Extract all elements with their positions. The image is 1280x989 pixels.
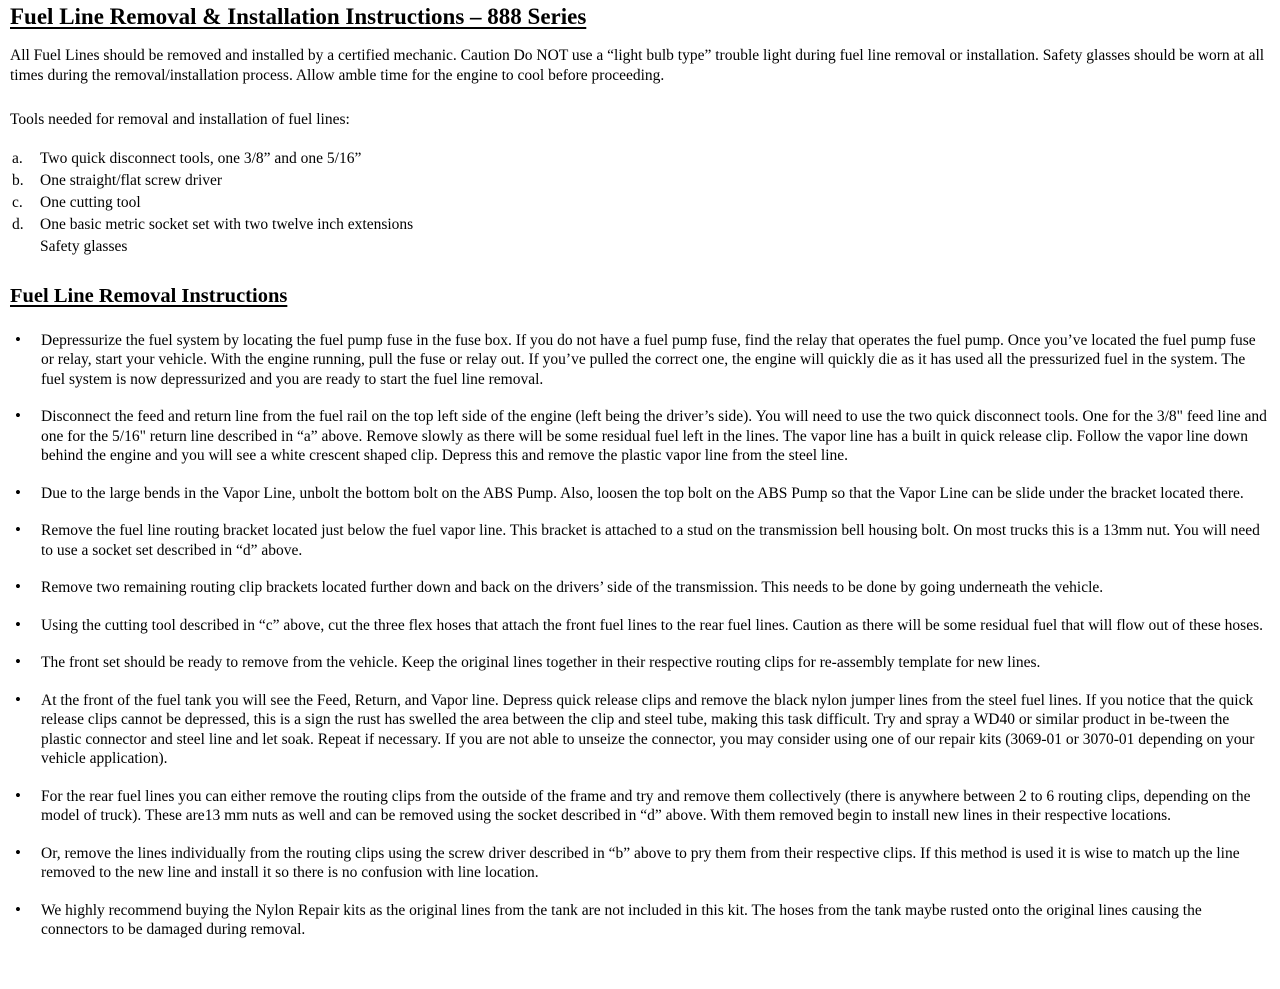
tools-list: [10, 148, 1268, 258]
instruction-step: [10, 901, 1268, 940]
instruction-step: [10, 691, 1268, 769]
step-text: At the front of the fuel tank you will see the Feed, Return, and Vapor line. Depress quick release clips and remove the black nylon jumper lines from the steel fuel lines. If you notice that the quick release clips cannot be depressed, this is a sign the rust has swelled the area between the clip and steel tube, making this task difficult. Try and spray a WD40 or similar product in be-tween the plastic connector and steel line and let soak. Repeat if necessary. If you are not able to unseize the connector, you may consider using one of our repair kits (3069-01 or 3070-01 depending on your vehicle application).: [41, 691, 1255, 767]
section-title: Fuel Line Removal Instructions: [10, 284, 288, 307]
step-text: Depressurize the fuel system by locating the fuel pump fuse in the fuse box. If you do not have a fuel pump fuse, find the relay that operates the fuel pump. Once you’ve located the fuel pump fuse or relay, start your vehicle. With the engine running, pull the fuse or relay out. If you’ve pulled the correct one, the engine will quickly die as it has used all the pressurized fuel in the system. The fuel system is now depressurized and you are ready to start the fuel line removal.: [41, 331, 1256, 388]
tool-extra: Safety glasses: [40, 237, 128, 255]
tool-marker: a.: [12, 149, 23, 167]
intro-paragraph: All Fuel Lines should be removed and installed by a certified mechanic. Caution Do NOT use a “light bulb type” trouble light during fuel line removal or installation. Safety glasses should be worn at all times during the removal/installation process. Allow amble time for the engine to cool before proceeding.: [10, 47, 1265, 84]
instruction-step: [10, 653, 1268, 673]
tool-text: One straight/flat screw driver: [40, 171, 223, 189]
instruction-step: [10, 407, 1268, 466]
step-text: Due to the large bends in the Vapor Line, unbolt the bottom bolt on the ABS Pump. Also, loosen the top bolt on the ABS Pump so that the Vapor Line can be slide under the bracket located there.: [41, 484, 1244, 502]
step-text: Disconnect the feed and return line from the fuel rail on the top left side of the engine (left being the driver’s side). You will need to use the two quick disconnect tools. One for the 3/8" feed line and one for the 5/16" return line described in “a” above. Remove slowly as there will be some residual fuel left in the lines. The vapor line has a built in quick release clip. Follow the vapor line down behind the engine and you will see a white crescent shaped clip. Depress this and remove the plastic vapor line from the steel line.: [41, 408, 1267, 464]
tool-text: Two quick disconnect tools, one 3/8” and one 5/16”: [40, 149, 362, 167]
instruction-step: [10, 578, 1268, 598]
instruction-step: [10, 521, 1268, 560]
instruction-step: [10, 331, 1268, 390]
step-text: Remove two remaining routing clip brackets located further down and back on the drivers’ side of the transmission. This needs to be done by going underneath the vehicle.: [41, 579, 1104, 596]
tool-item: [10, 214, 1268, 258]
step-text: For the rear fuel lines you can either remove the routing clips from the outside of the frame and try and remove them collectively (there is anywhere between 2 to 6 routing clips, depending on the model of truck). These are13 mm nuts as well and can be removed using the socket described in “d” above. With them removed begin to install new lines in their respective locations.: [41, 787, 1251, 824]
step-text: We highly recommend buying the Nylon Repair kits as the original lines from the tank are not included in this kit. The hoses from the tank maybe rusted onto the original lines causing the connectors to be damaged during removal.: [41, 901, 1202, 938]
step-text: The front set should be ready to remove from the vehicle. Keep the original lines together in their respective routing clips for re-assembly template for new lines.: [41, 654, 1041, 671]
tool-marker: b.: [12, 171, 24, 189]
instruction-step: [10, 484, 1268, 504]
instruction-step: [10, 787, 1268, 826]
tool-text: One basic metric socket set with two twelve inch extensions: [40, 215, 414, 233]
step-text: Or, remove the lines individually from the routing clips using the screw driver described in “b” above to pry them from their respective clips. If this method is used it is wise to match up the line removed to the new line and install it so there is no confusion with line location.: [41, 844, 1240, 881]
steps-list: [10, 331, 1268, 940]
tools-intro: Tools needed for removal and installation of fuel lines:: [10, 111, 350, 128]
tool-item: [10, 148, 1268, 170]
tool-text: One cutting tool: [40, 193, 141, 211]
instruction-step: [10, 616, 1268, 636]
step-text: Remove the fuel line routing bracket located just below the fuel vapor line. This bracket is attached to a stud on the transmission bell housing bolt. On most trucks this is a 13mm nut. You will need to use a socket set described in “d” above.: [41, 522, 1260, 559]
tool-item: [10, 170, 1268, 192]
document-title: Fuel Line Removal & Installation Instructions – 888 Series: [10, 4, 587, 29]
step-text: Using the cutting tool described in “c” above, cut the three flex hoses that attach the front fuel lines to the rear fuel lines. Caution as there will be some residual fuel that will flow out of these hoses.: [41, 616, 1263, 634]
instruction-step: [10, 844, 1268, 883]
tool-item: [10, 192, 1268, 214]
tool-marker: d.: [12, 215, 24, 233]
tool-marker: c.: [12, 193, 23, 211]
